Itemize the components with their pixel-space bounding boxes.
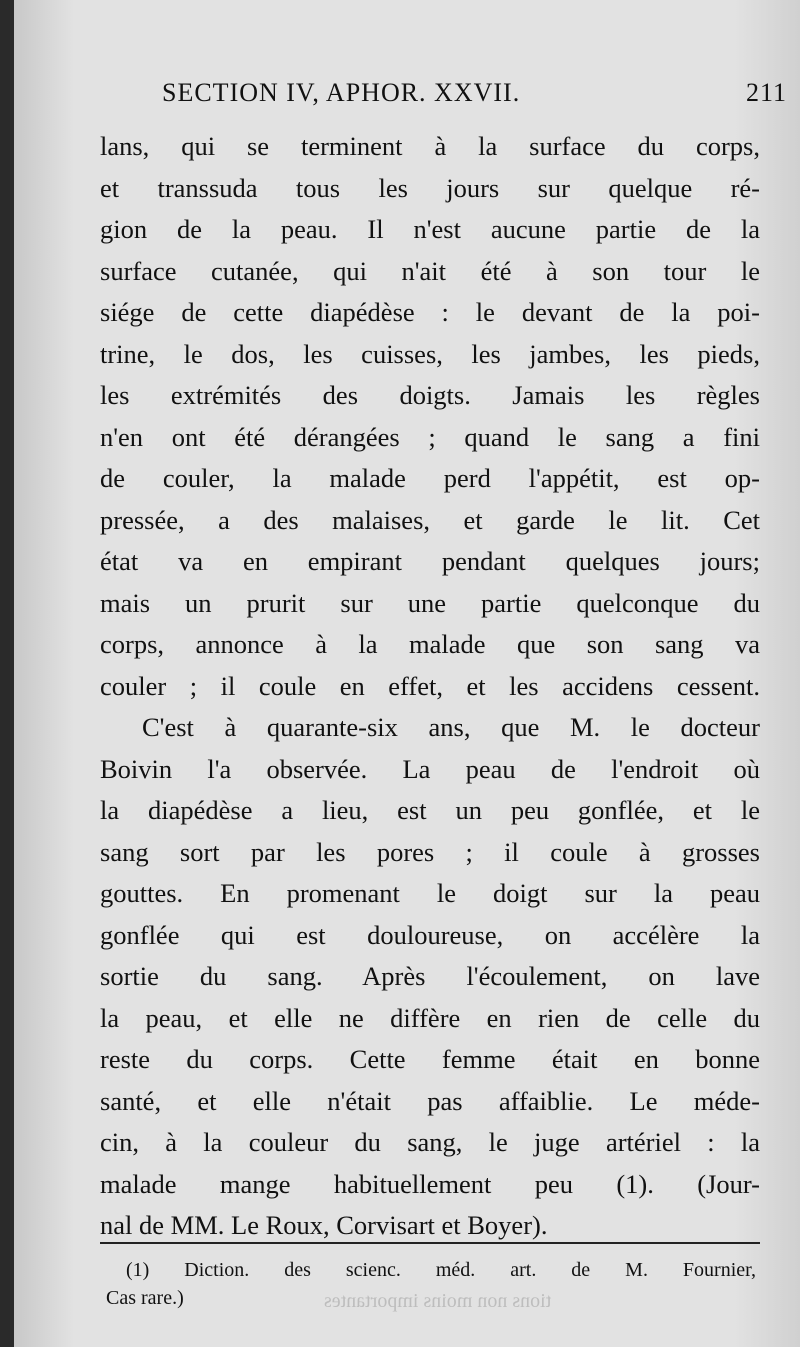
running-header <box>162 78 787 108</box>
text-line: les extrémités des doigts. Jamais les règles <box>100 380 760 410</box>
text-line: lans, qui se terminent à la surface du corps, <box>100 131 760 161</box>
text-line: de couler, la malade perd l'appétit, est op- <box>100 463 760 493</box>
text-line: Boivin l'a observée. La peau de l'endroit où <box>100 753 760 784</box>
text-line: gonflée qui est douloureuse, on accélère la <box>100 919 760 950</box>
text-line: nal de MM. Le Roux, Corvisart et Boyer). <box>100 1210 548 1240</box>
text-line: couler ; il coule en effet, et les accidens cessent. <box>100 670 760 701</box>
page-number: 211 <box>745 78 787 107</box>
text-line: gion de la peau. Il n'est aucune partie de la <box>100 214 760 244</box>
bleed-through-text: tions non moins importantes <box>324 1290 552 1312</box>
body-text <box>100 126 760 1247</box>
text-line: santé, et elle n'était pas affaiblie. Le méde- <box>100 1085 760 1116</box>
text-line: la peau, et elle ne diffère en rien de celle du <box>100 1002 760 1033</box>
text-line: trine, le dos, les cuisses, les jambes, les pieds, <box>100 338 760 369</box>
text-line: et transsuda tous les jours sur quelque ré- <box>100 172 760 203</box>
text-line: la diapédèse a lieu, est un peu gonflée, et le <box>100 795 760 825</box>
text-line: sang sort par les pores ; il coule à grosses <box>100 836 760 867</box>
footnote-line: (1) Diction. des scienc. méd. art. de M. Fournier, <box>126 1259 756 1281</box>
text-line: C'est à quarante-six ans, que M. le docteur <box>142 712 760 742</box>
text-line: mais un prurit sur une partie quelconque du <box>100 587 760 618</box>
text-line: surface cutanée, qui n'ait été à son tour le <box>100 255 760 286</box>
book-page <box>14 0 800 1347</box>
footnote-rule <box>100 1242 760 1244</box>
text-line: reste du corps. Cette femme était en bonne <box>100 1044 760 1074</box>
text-line: n'en ont été dérangées ; quand le sang a fini <box>100 421 760 452</box>
text-line: sortie du sang. Après l'écoulement, on lave <box>100 961 760 991</box>
footnote-line: Cas rare.) <box>106 1287 184 1309</box>
running-title: SECTION IV, APHOR. XXVII. <box>162 78 521 107</box>
text-line: cin, à la couleur du sang, le juge artériel : la <box>100 1127 760 1157</box>
text-line: corps, annonce à la malade que son sang va <box>100 629 760 659</box>
text-line: malade mange habituellement peu (1). (Jour- <box>100 1168 760 1199</box>
text-line: gouttes. En promenant le doigt sur la peau <box>100 878 760 908</box>
text-line: pressée, a des malaises, et garde le lit. Cet <box>100 504 760 535</box>
text-line: siége de cette diapédèse : le devant de la poi- <box>100 297 760 327</box>
text-line: état va en empirant pendant quelques jours; <box>100 546 760 576</box>
